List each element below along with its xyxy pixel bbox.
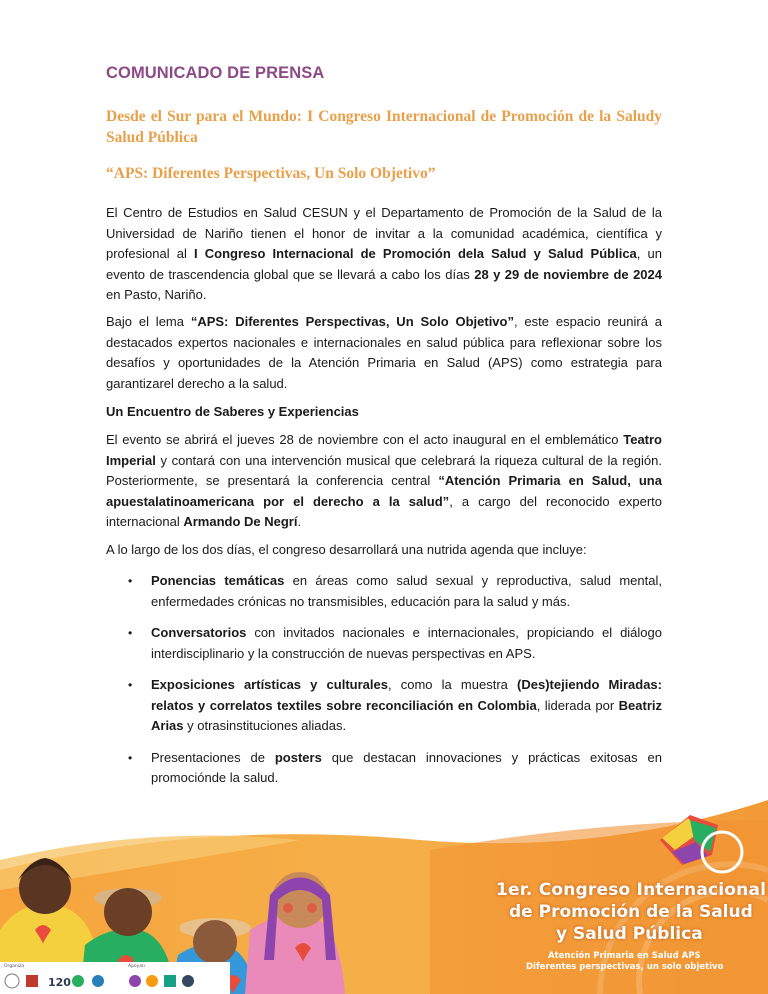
list-item [106,571,662,612]
item-text: Presentaciones de [151,749,275,765]
item-bold: Ponencias temáticas [151,573,285,588]
banner-congress: Congreso Internacional [532,880,767,900]
partner-logo-icon [92,975,104,987]
venue: Teatro Imperial [106,432,662,468]
sponsor-logo-row [0,962,230,994]
item-text: , liderada por [536,697,619,713]
university-seal-icon [5,974,19,988]
cesun-logo-icon [26,975,38,987]
list-item [106,623,662,664]
partner-logo-icon [182,975,194,987]
bullet-icon: • [128,678,133,692]
item-text: en áreas como salud sexual y reproductiva, salud mental, enfermedades crónicas no transmisibles, educación para la salud y más. [151,573,662,609]
item-bold: Conversatorios [151,625,247,640]
text-run: , este espacio reunirá a destacados expertos nacionales e internacionales en salud pública para reflexionar sobre los desafíos y oportunidades de la Atención Primaria en Salud (APS) como estrategia para garantizarel derecho a la salud. [106,314,663,391]
item-text: con invitados nacionales e internacionales, propiciando el diálogo interdisciplinario y la construcción de nuevas perspectivas en APS. [151,625,662,661]
text-run: en Pasto, Nariño. [106,287,207,302]
document-slogan: “APS: Diferentes Perspectivas, Un Solo Objetivo” [106,165,436,182]
exhibit-lead: Beatriz Arias [151,697,662,733]
banner-line-1 [496,880,766,900]
paragraph-intro [106,203,662,306]
banner-line-2: de Promoción de la Salud [509,902,753,922]
item-text: que destacan innovaciones y prácticas exitosas en promociónde la salud. [151,749,662,785]
banner-subtitle-2: Diferentes perspectivas, un solo objetivo [526,962,724,972]
paragraph-agenda: A lo largo de los dos días, el congreso desarrollará una nutrida agenda que incluye: [106,542,587,557]
logo-120: 120 [48,976,71,989]
text-run: y contará con una intervención musical que celebrará la riqueza cultural de la región. Posteriormente, se presentará la conferencia central [106,452,662,488]
keynote-speaker: Armando De Negrí [183,514,298,529]
banner-line-3: y Salud Pública [556,924,703,944]
organiza-label: Organiza [4,964,25,969]
congress-name: I Congreso Internacional de Promoción dela Salud y Salud Pública [194,246,637,261]
paragraph-motto [106,312,662,394]
agenda-list [106,571,662,800]
sponsor-logos [0,962,230,994]
banner-ordinal: 1er. [496,880,533,900]
list-item [106,675,662,737]
item-bold: posters [274,749,322,765]
banner-subtitle-1: Atención Primaria en Salud APS [548,951,701,961]
partner-logo-icon [164,975,176,987]
paragraph-event [106,430,662,533]
text-run: . [297,514,302,529]
bullet-icon: • [128,750,133,765]
item-bold: Exposiciones artísticas y culturales [151,677,388,692]
text-run: El Centro de Estudios en Salud CESUN y el Departamento de Promoción de la Salud de la Universidad de Nariño tienen el honor de invitar a la comunidad académica, científica y profesional al [106,205,662,261]
document-heading: COMUNICADO DE PRENSA [106,64,325,82]
item-text: , como la muestra [387,677,518,692]
document-title: Desde el Sur para el Mundo: I Congreso Internacional de Promoción de la Saludy Salud Pública [106,108,662,146]
exhibit-title: (Des)tejiendo Miradas: relatos y correlatos textiles sobre reconciliación en Colombia [151,677,662,713]
partner-logo-icon [146,975,158,987]
partner-logo-icon [72,975,84,987]
motto: “APS: Diferentes Perspectivas, Un Solo Objetivo” [190,314,514,329]
keynote-title: “Atención Primaria en Salud, una apuestalatinoamericana por el derecho a la salud” [106,473,662,509]
text-run: , a cargo del reconocido experto internacional [106,493,663,529]
item-text: y otrasinstituciones aliadas. [183,718,347,733]
text-run: , un evento de trascendencia global que se llevará a cabo los días [106,246,662,282]
apoyan-label: Apoyan [128,964,145,969]
event-dates: 28 y 29 de noviembre de 2024 [474,266,662,282]
text-run: Bajo el lema [106,314,191,329]
partner-logo-icon [129,975,141,987]
text-run: El evento se abrirá el jueves 28 de noviembre con el acto inaugural en el emblemático [106,432,624,447]
bullet-icon: • [128,574,133,588]
bullet-icon: • [128,626,133,640]
section-subheading: Un Encuentro de Saberes y Experiencias [106,404,359,419]
